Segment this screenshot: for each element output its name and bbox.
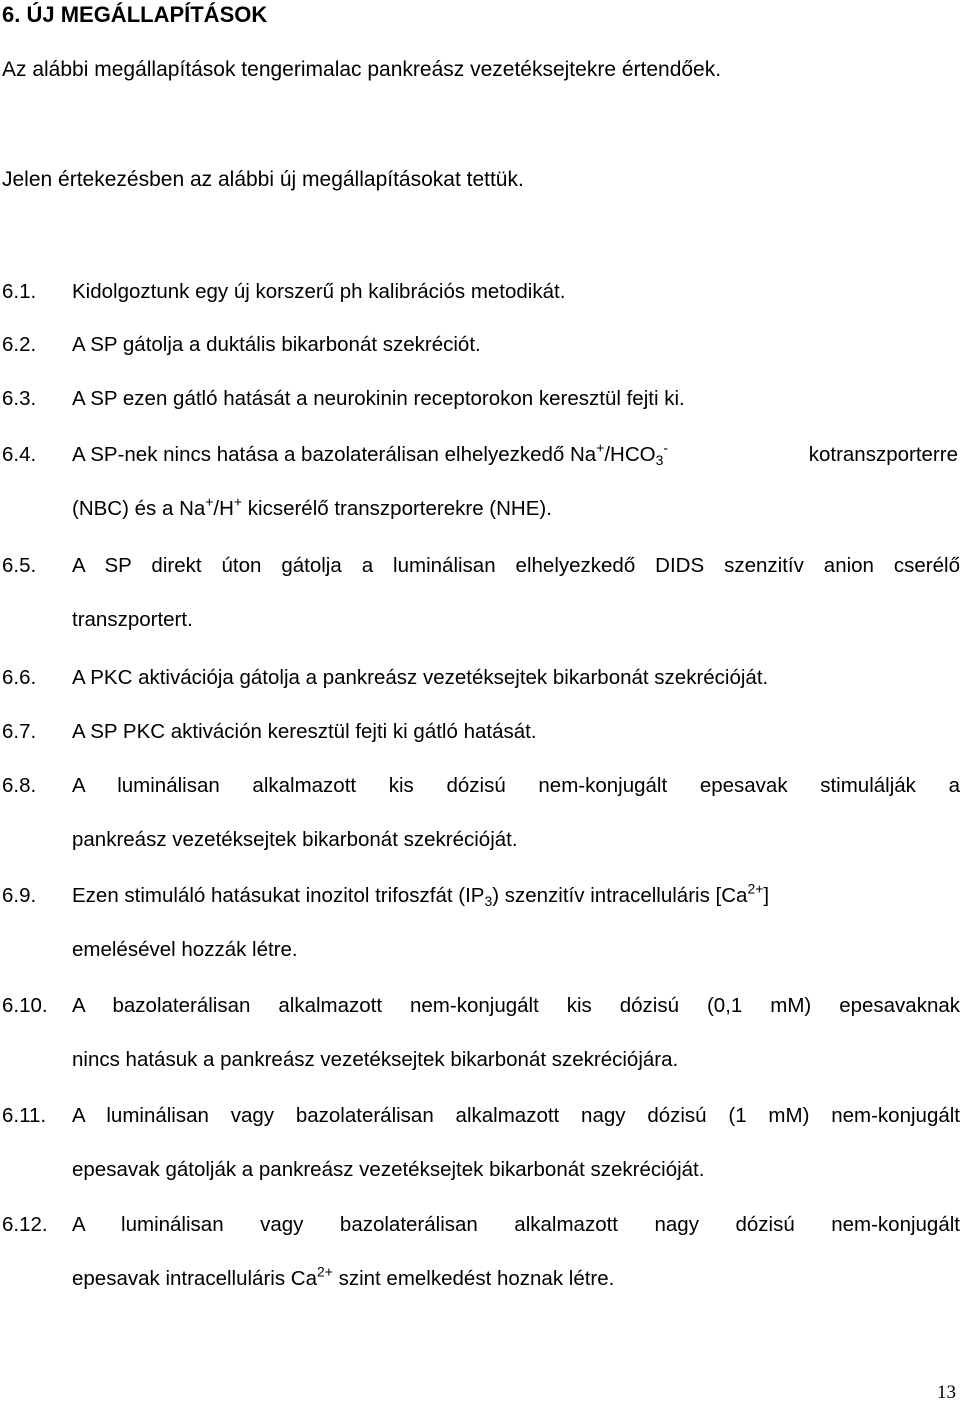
finding-number: 6.10.	[2, 994, 48, 1017]
finding-text: A SP PKC aktiváción keresztül fejti ki gátló hatását.	[72, 720, 537, 743]
finding-text: Kidolgoztunk egy új korszerű ph kalibrációs metodikát.	[72, 280, 566, 303]
finding-number: 6.4.	[2, 443, 37, 466]
finding-number: 6.2.	[2, 333, 37, 356]
finding-text: A bazolaterálisan alkalmazott nem-konjugált kis dózisú (0,1 mM) epesavaknak	[72, 994, 960, 1017]
intro-paragraph: Az alábbi megállapítások tengerimalac pankreász vezetéksejtekre értendőek.	[2, 58, 722, 81]
text-run: kicserélő transzporterekre (NHE).	[242, 497, 552, 520]
finding-text	[72, 880, 960, 910]
text-run: A SP-nek nincs hatása a bazolaterálisan elhelyezkedő Na	[72, 443, 597, 466]
intro-paragraph: Jelen értekezésben az alábbi új megállapításokat tettük.	[2, 168, 524, 191]
superscript: +	[205, 493, 214, 510]
finding-number: 6.3.	[2, 387, 37, 410]
finding-number: 6.9.	[2, 884, 37, 907]
text-run: epesavak intracelluláris Ca	[72, 1267, 317, 1290]
text-run	[72, 880, 770, 910]
finding-text: A luminálisan vagy bazolaterálisan alkalmazott nagy dózisú (1 mM) nem-konjugált	[72, 1104, 960, 1127]
finding-number: 6.5.	[2, 554, 37, 577]
superscript: 2+	[316, 1263, 333, 1280]
subscript: 3	[655, 452, 664, 469]
superscript: +	[596, 439, 605, 456]
finding-text-line2	[72, 493, 960, 521]
finding-text-line2: nincs hatásuk a pankreász vezetéksejtek bikarbonát szekréciójára.	[72, 1048, 679, 1071]
subscript: 3	[484, 893, 493, 910]
text-run: kotranszporterre	[808, 443, 958, 466]
finding-text: A luminálisan vagy bazolaterálisan alkalmazott nagy dózisú nem-konjugált	[72, 1213, 960, 1236]
finding-text: A SP gátolja a duktális bikarbonát szekréciót.	[72, 333, 481, 356]
text-run: ]	[763, 884, 770, 907]
text-run: szint emelkedést hoznak létre.	[332, 1267, 615, 1290]
text-run: ) szenzitív intracelluláris [Ca	[492, 884, 748, 907]
finding-text: A SP direkt úton gátolja a luminálisan elhelyezkedő DIDS szenzitív anion cserélő	[72, 554, 960, 577]
finding-text: A SP ezen gátló hatását a neurokinin receptorokon keresztül fejti ki.	[72, 387, 685, 410]
finding-text-line2: epesavak gátolják a pankreász vezetéksejtek bikarbonát szekrécióját.	[72, 1158, 705, 1181]
finding-number: 6.6.	[2, 666, 37, 689]
text-run: /HCO	[604, 443, 656, 466]
finding-text-line2: pankreász vezetéksejtek bikarbonát szekrécióját.	[72, 828, 518, 851]
page-number: 13	[937, 1382, 956, 1403]
finding-number: 6.12.	[2, 1213, 48, 1236]
finding-text-line2	[72, 1263, 960, 1291]
text-run: Ezen stimuláló hatásukat inozitol trifoszfát (IP	[72, 884, 485, 907]
finding-text-line2: transzportert.	[72, 608, 193, 631]
superscript: 2+	[747, 880, 764, 897]
text-run: (NBC) és a Na	[72, 497, 206, 520]
finding-text: A luminálisan alkalmazott kis dózisú nem-konjugált epesavak stimulálják a	[72, 774, 960, 797]
finding-text: A PKC aktivációja gátolja a pankreász vezetéksejtek bikarbonát szekrécióját.	[72, 666, 769, 689]
finding-number: 6.11.	[2, 1104, 47, 1127]
text-run: /H	[213, 497, 234, 520]
finding-text	[72, 439, 960, 469]
section-heading: 6. ÚJ MEGÁLLAPÍTÁSOK	[2, 2, 268, 27]
finding-number: 6.7.	[2, 720, 37, 743]
superscript: -	[663, 439, 669, 456]
finding-text-line2: emelésével hozzák létre.	[72, 938, 298, 961]
superscript: +	[233, 493, 243, 510]
finding-number: 6.8.	[2, 774, 37, 797]
finding-number: 6.1.	[2, 280, 37, 303]
